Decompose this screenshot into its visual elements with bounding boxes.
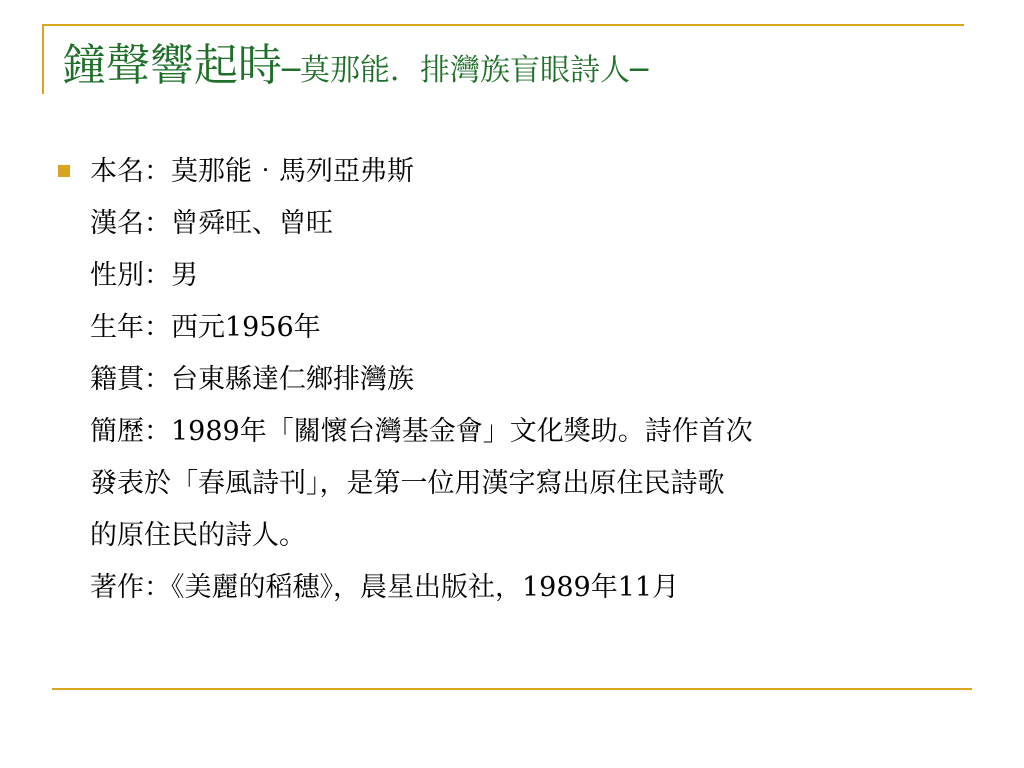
list-item [58,354,988,406]
list-item-text: 性別：男 [90,260,198,291]
list-item-text: 簡歷：1989年「關懷台灣基金會」文化獎助。詩作首次 [90,416,753,447]
list-item-text: 生年：西元1956年 [90,312,321,343]
bottom-divider [52,688,972,690]
title-main: 鐘聲響起時 [62,40,282,91]
bullet-icon [58,165,70,177]
list-item [58,406,988,458]
list-item-text: 漢名：曾舜旺、曾旺 [90,208,333,239]
list-item [58,510,988,562]
left-divider [42,24,44,94]
top-divider [44,24,964,26]
list-item-text: 本名：莫那能‧馬列亞弗斯 [90,156,414,187]
list-item-text: 籍貫：台東縣達仁鄉排灣族 [90,364,414,395]
list-item [58,198,988,250]
slide-title [62,40,649,91]
list-item [58,146,988,198]
list-item-text: 發表於「春風詩刊」，是第一位用漢字寫出原住民詩歌 [90,468,725,499]
list-item [58,562,988,614]
list-item [58,302,988,354]
list-item-text: 著作：《美麗的稻穗》，晨星出版社，1989年11月 [90,572,680,603]
list-item [58,458,988,510]
list-item-text: 的原住民的詩人。 [90,520,306,551]
title-subtitle: ─莫那能．排灣族盲眼詩人─ [282,53,649,88]
content-list [58,146,988,614]
list-item [58,250,988,302]
